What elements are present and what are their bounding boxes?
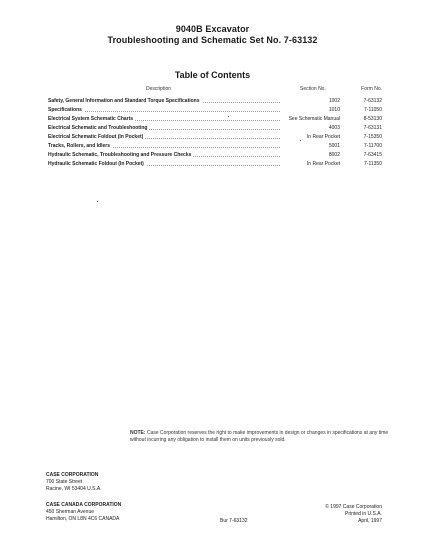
toc-row-description: Tracks, Rollers, and Idlers (48, 143, 110, 149)
toc-row (48, 160, 382, 169)
toc-row-section: In Rear Pocket (280, 160, 340, 169)
toc-row-description: Safety, General Information and Standard Torque Specifications (48, 98, 200, 104)
column-header-section: Section No. (300, 86, 326, 92)
toc-row-description: Hydraulic Schematic Foldout (In Pocket) (48, 161, 144, 167)
toc-row-description: Specifications (48, 107, 82, 113)
scan-speck (97, 201, 98, 202)
toc-row-section: 1010 (280, 106, 340, 115)
toc-row (48, 97, 382, 106)
toc-row (48, 115, 382, 124)
toc-row (48, 142, 382, 151)
toc-row-section: 8002 (280, 151, 340, 160)
toc-row-form: 7-11700 (364, 143, 382, 149)
column-header-description: Description (146, 86, 172, 92)
toc-column-headers (48, 86, 382, 95)
footer-copyright-block (325, 504, 382, 525)
toc-row-form: 7-11050 (364, 107, 382, 113)
toc-row-description: Electrical Schematic and Troubleshooting (48, 125, 148, 131)
toc-list (48, 97, 382, 169)
note-label: NOTE: (130, 430, 146, 436)
company-name-us: CASE CORPORATION (46, 472, 99, 478)
address-us (46, 472, 102, 493)
toc-row-form: 7-63132 (363, 98, 382, 104)
title-block (0, 24, 425, 46)
toc-row (48, 106, 382, 115)
printed-in: Printed in U.S.A. (345, 511, 382, 517)
document-title: 9040B Excavator (175, 24, 250, 34)
address-canada (46, 502, 121, 523)
note-text: Case Corporation reserves the right to make improvements in design or changes in specifications at any time without incurring any obligation to install them on units previously sold. (130, 430, 389, 443)
toc-row-description: Hydraulic Schematic, Troubleshooting and Pressure Checks (48, 152, 192, 158)
toc-row-form: 8-53130 (363, 116, 382, 122)
toc-row-form: 7-11350 (364, 161, 382, 167)
toc-heading: Table of Contents (174, 70, 251, 80)
toc-row (48, 151, 382, 160)
toc-row-form: 7-15350 (363, 134, 382, 140)
publication-date: April, 1997 (358, 518, 382, 524)
document-subtitle: Troubleshooting and Schematic Set No. 7-63132 (107, 35, 318, 45)
toc-row-description: Electrical Schematic Foldout (In Pocket) (48, 134, 144, 140)
toc-row (48, 133, 382, 142)
toc-row-section: 1002 (280, 97, 340, 106)
city-canada: Hamilton, ON L8N 4C6 CANADA (46, 516, 120, 522)
column-header-form: Form No. (361, 86, 382, 92)
toc-row-section: 5001 (280, 142, 340, 151)
city-us: Racine, WI 53404 U.S.A. (46, 486, 102, 492)
toc-row-section: See Schematic Manual (280, 115, 340, 124)
toc-row-form: 7-63131 (363, 125, 382, 131)
toc-row-description: Electrical System Schematic Charts (48, 116, 134, 122)
toc-row-form: 7-63415 (363, 152, 382, 158)
toc-row-section: In Rear Pocket (280, 133, 340, 142)
company-name-canada: CASE CANADA CORPORATION (46, 502, 122, 508)
set-number: Bur 7-63132 (220, 518, 248, 524)
scan-speck (300, 140, 301, 141)
scan-speck (228, 116, 229, 117)
street-us: 700 State Street (46, 479, 83, 485)
toc-row-section: 4003 (280, 124, 340, 133)
disclaimer-note (130, 430, 390, 444)
toc-row (48, 124, 382, 133)
street-canada: 450 Sherman Avenue (46, 509, 95, 515)
copyright: © 1997 Case Corporation (325, 504, 382, 510)
